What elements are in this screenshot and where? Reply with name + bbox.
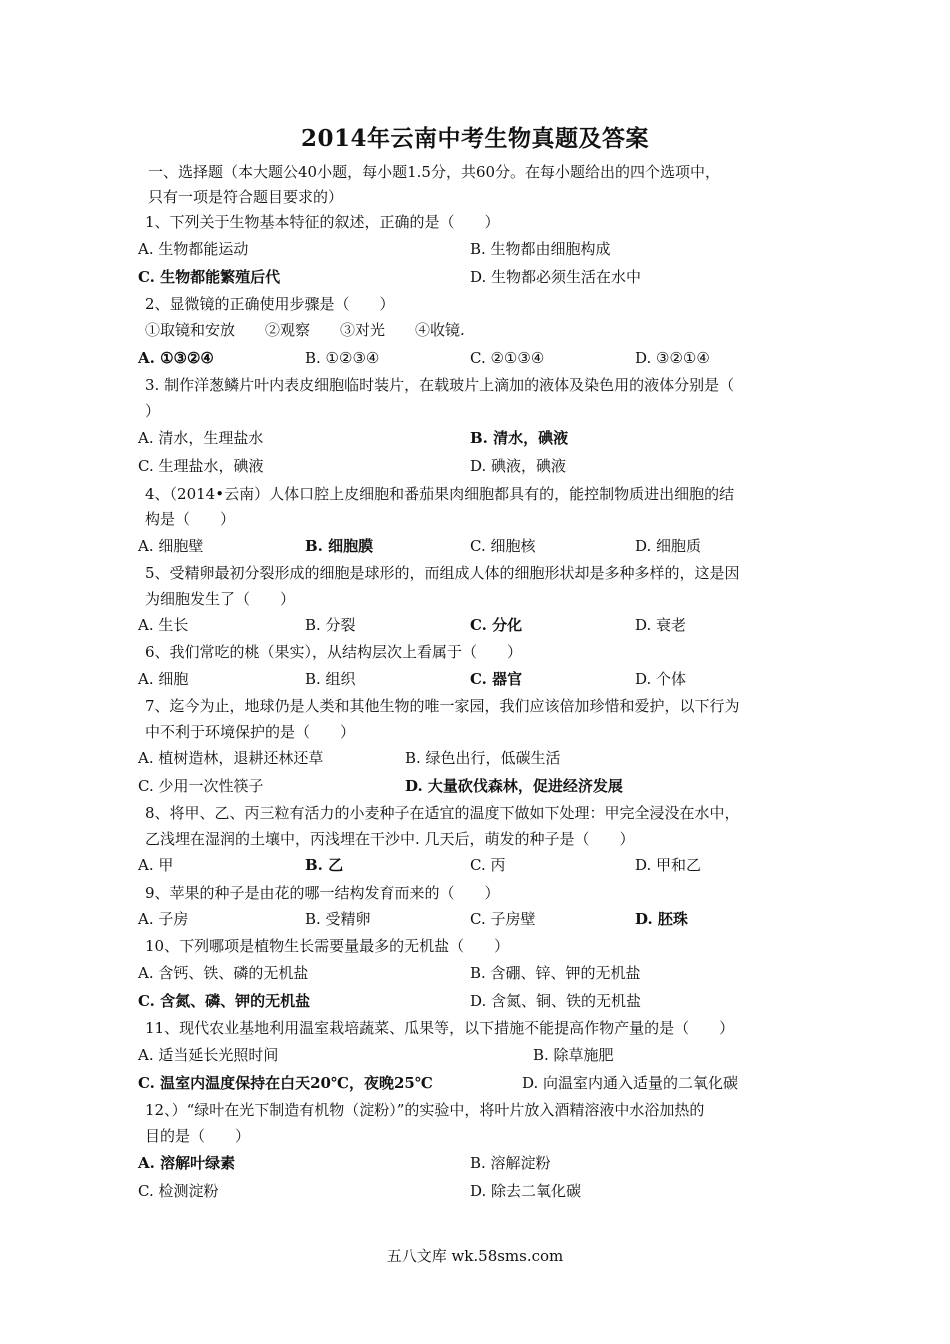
page-footer-watermark: 五八文库 wk.58sms.com xyxy=(386,1247,564,1265)
question-10-option-b: B. 含硼、锌、钾的无机盐 xyxy=(470,964,641,982)
question-2-stem: 2、显微镜的正确使用步骤是（ ） xyxy=(145,295,395,313)
question-7-stem-line2: 中不利于环境保护的是（ ） xyxy=(145,723,356,741)
question-8-option-d: D. 甲和乙 xyxy=(635,856,702,874)
question-6-option-c-answer: C. 器官 xyxy=(470,670,523,688)
section-instruction-line2: 只有一项是符合题目要求的） xyxy=(148,188,344,206)
question-5-stem-line1: 5、受精卵最初分裂形成的细胞是球形的，而组成人体的细胞形状却是多种多样的，这是因 xyxy=(145,564,740,582)
question-11-option-a: A. 适当延长光照时间 xyxy=(138,1046,279,1064)
question-6-option-d: D. 个体 xyxy=(635,670,687,688)
question-11-stem: 11、现代农业基地利用温室栽培蔬菜、瓜果等，以下措施不能提高作物产量的是（ ） xyxy=(145,1019,735,1037)
question-6-option-b: B. 组织 xyxy=(305,670,356,688)
question-3-stem-line2: ） xyxy=(145,402,161,420)
question-10-option-c-answer: C. 含氮、磷、钾的无机盐 xyxy=(138,992,311,1010)
question-9-stem: 9、苹果的种子是由花的哪一结构发育而来的（ ） xyxy=(145,884,500,902)
question-3-option-b-answer: B. 清水，碘液 xyxy=(470,429,569,447)
question-12-option-d: D. 除去二氧化碳 xyxy=(470,1182,582,1200)
question-6-stem: 6、我们常吃的桃（果实），从结构层次上看属于（ ） xyxy=(145,643,523,661)
question-12-stem-line1: 12、）“绿叶在光下制造有机物（淀粉）”的实验中，将叶片放入酒精溶液中水浴加热的 xyxy=(145,1101,705,1119)
question-10-option-d: D. 含氮、铜、铁的无机盐 xyxy=(470,992,642,1010)
question-2-option-a-answer: A. ①③②④ xyxy=(138,349,214,367)
question-9-option-a: A. 子房 xyxy=(138,910,189,928)
question-10-stem: 10、下列哪项是植物生长需要量最多的无机盐（ ） xyxy=(145,937,510,955)
question-2-option-c: C. ②①③④ xyxy=(470,349,545,367)
question-5-option-b: B. 分裂 xyxy=(305,616,356,634)
question-11-option-c-answer: C. 温室内温度保持在白天20℃，夜晚25℃ xyxy=(138,1074,433,1092)
question-11-option-b: B. 除草施肥 xyxy=(533,1046,614,1064)
question-4-option-d: D. 细胞质 xyxy=(635,537,702,555)
question-9-option-d-answer: D. 胚珠 xyxy=(635,910,688,928)
question-2-option-d: D. ③②①④ xyxy=(635,349,710,367)
question-4-option-a: A. 细胞壁 xyxy=(138,537,204,555)
question-1-option-a: A. 生物都能运动 xyxy=(138,240,249,258)
question-6-option-a: A. 细胞 xyxy=(138,670,189,688)
question-11-option-d: D. 向温室内通入适量的二氧化碳 xyxy=(522,1074,739,1092)
question-8-option-a: A. 甲 xyxy=(138,856,174,874)
question-7-stem-line1: 7、迄今为止，地球仍是人类和其他生物的唯一家园，我们应该倍加珍惜和爱护，以下行为 xyxy=(145,697,740,715)
question-3-option-a: A. 清水，生理盐水 xyxy=(138,429,264,447)
question-7-option-d-answer: D. 大量砍伐森林，促进经济发展 xyxy=(405,777,623,795)
question-4-option-c: C. 细胞核 xyxy=(470,537,536,555)
question-3-option-c: C. 生理盐水，碘液 xyxy=(138,457,264,475)
question-9-option-b: B. 受精卵 xyxy=(305,910,371,928)
question-12-option-b: B. 溶解淀粉 xyxy=(470,1154,551,1172)
question-1-option-d: D. 生物都必须生活在水中 xyxy=(470,268,642,286)
question-5-option-c-answer: C. 分化 xyxy=(470,616,523,634)
question-12-stem-line2: 目的是（ ） xyxy=(145,1127,251,1145)
section-instruction-line1: 一、选择题（本大题公40小题，每小题1.5分，共60分。在每小题给出的四个选项中， xyxy=(148,163,721,181)
page-title: 2014年云南中考生物真题及答案 xyxy=(300,125,649,152)
question-8-option-b-answer: B. 乙 xyxy=(305,856,344,874)
question-12-option-a-answer: A. 溶解叶绿素 xyxy=(138,1154,236,1172)
question-3-option-d: D. 碘液，碘液 xyxy=(470,457,567,475)
question-7-option-c: C. 少用一次性筷子 xyxy=(138,777,264,795)
question-2-option-b: B. ①②③④ xyxy=(305,349,380,367)
question-9-option-c: C. 子房壁 xyxy=(470,910,536,928)
question-12-option-c: C. 检测淀粉 xyxy=(138,1182,219,1200)
question-8-stem-line1: 8、将甲、乙、丙三粒有活力的小麦种子在适宜的温度下做如下处理：甲完全浸没在水中， xyxy=(145,804,740,822)
question-5-option-d: D. 衰老 xyxy=(635,616,687,634)
question-2-steps: ①取镜和安放 ②观察 ③对光 ④收镜. xyxy=(145,321,465,339)
question-4-stem-line2: 构是（ ） xyxy=(145,510,236,528)
question-3-stem-line1: 3. 制作洋葱鳞片叶内表皮细胞临时装片，在载玻片上滴加的液体及染色用的液体分别是（ xyxy=(145,376,735,394)
question-8-stem-line2: 乙浅埋在湿润的土壤中，丙浅埋在干沙中. 几天后，萌发的种子是（ ） xyxy=(145,830,635,848)
question-8-option-c: C. 丙 xyxy=(470,856,506,874)
question-5-option-a: A. 生长 xyxy=(138,616,189,634)
question-10-option-a: A. 含钙、铁、磷的无机盐 xyxy=(138,964,309,982)
question-4-option-b-answer: B. 细胞膜 xyxy=(305,537,374,555)
question-7-option-b: B. 绿色出行，低碳生活 xyxy=(405,749,561,767)
question-1-option-c-answer: C. 生物都能繁殖后代 xyxy=(138,268,281,286)
question-4-stem-line1: 4、（2014•云南）人体口腔上皮细胞和番茄果肉细胞都具有的，能控制物质进出细胞的结 xyxy=(145,485,735,503)
question-7-option-a: A. 植树造林，退耕还林还草 xyxy=(138,749,324,767)
question-1-option-b: B. 生物都由细胞构成 xyxy=(470,240,611,258)
question-1-stem: 1、下列关于生物基本特征的叙述，正确的是（ ） xyxy=(145,213,500,231)
question-5-stem-line2: 为细胞发生了（ ） xyxy=(145,590,296,608)
